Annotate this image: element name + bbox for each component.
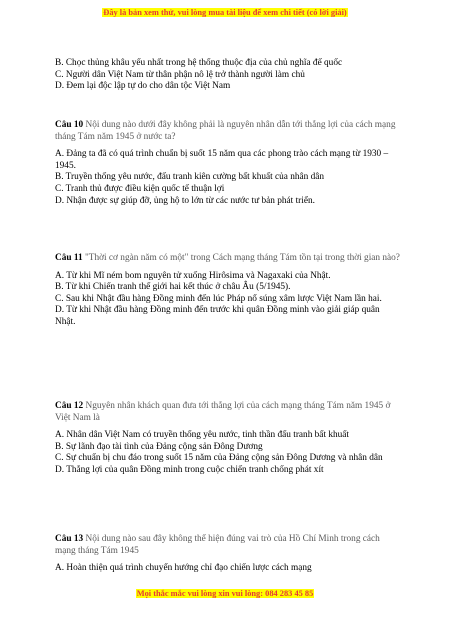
question-number: Câu 12 [55,401,84,411]
question-10 [55,120,400,207]
option-text: B. Sự lãnh đạo tài tình của Đảng cộng sản Đông Dương [55,441,263,452]
option-text: B. Truyền thống yêu nước, đấu tranh kiên cường bất khuất của nhân dân [55,172,325,183]
option-text: D. Nhận được sự giúp đỡ, ủng hộ to lớn từ các nước tư bản phát triển. [55,195,315,206]
question-heading [55,120,400,143]
preview-notice-text: Đây là bản xem thử, vui lòng mua tài liệu để xem chi tiết (có lời giải) [103,8,347,17]
option-text: C. Sau khi Nhật đầu hàng Đồng minh đến lúc Pháp nổ súng xâm lược Việt Nam lần hai. [55,293,382,304]
question-13 [55,534,400,575]
question-heading [55,401,400,424]
option-text: C. Người dân Việt Nam từ thân phận nô lệ trở thành người làm chủ [55,69,305,80]
option-text: B. Chọc thủng khâu yếu nhất trong hệ thống thuộc địa của chủ nghĩa đế quốc [55,58,343,68]
question-text: "Thời cơ ngàn năm có một" trong Cách mạng tháng Tám tồn tại trong thời gian nào? [82,253,400,263]
question-number: Câu 10 [55,120,84,130]
option-text: D. Thắng lợi của quân Đồng minh trong cuộc chiến tranh chống phát xít [55,464,324,475]
contact-notice-text: Mọi thắc mắc vui lòng xin vui lòng: 084 283 45 85 [136,589,314,598]
question-text: Nội dung nào dưới đây không phải là nguyên nhân dẫn tới thắng lợi của cách mạng tháng Tám năm 1945 ở nước ta? [55,120,396,142]
question-heading [55,534,400,557]
option-text: D. Từ khi Nhật đầu hàng Đồng minh đến trước khi quân Đồng minh vào giải giáp quân Nhật. [55,305,380,327]
option-text: D. Đem lại độc lập tự do cho dân tộc Việt Nam [55,81,231,92]
question-number: Câu 13 [55,534,84,544]
question-number: Câu 11 [55,253,83,263]
question-11 [55,253,400,329]
option-text: C. Tranh thủ được điều kiện quốc tế thuận lợi [55,183,225,194]
question-12 [55,401,400,477]
option-text: A. Nhân dân Việt Nam có truyền thống yêu nước, tinh thần đấu tranh bất khuất [55,430,350,441]
question-text: Nguyên nhân khách quan đưa tới thắng lợi của cách mạng tháng Tám năm 1945 ở Việt Nam là [55,401,391,423]
option-text: B. Từ khi Chiến tranh thế giới hai kết thúc ở châu Âu (5/1945). [55,282,291,293]
contact-notice-banner [0,589,450,598]
option-text: A. Từ khi Mĩ ném bom nguyên tử xuống Hirôsima và Nagaxaki của Nhật. [55,270,331,281]
option-text: A. Hoàn thiện quá trình chuyển hướng chỉ đạo chiến lược cách mạng [55,563,312,574]
option-text: A. Đảng ta đã có quá trình chuẩn bị suốt 15 năm qua các phong trào cách mạng từ 1930 – 1945. [55,149,389,171]
question-heading [55,253,400,265]
preview-notice-banner [0,8,450,17]
continued-options [55,58,400,93]
question-text: Nội dung nào sau đây không thể hiện đúng vai trò của Hồ Chí Minh trong cách mạng tháng Tám 1945 [55,534,380,556]
option-text: C. Sự chuẩn bị chu đáo trong suốt 15 năm của Đảng cộng sản Đông Dương và nhân dân [55,453,383,464]
